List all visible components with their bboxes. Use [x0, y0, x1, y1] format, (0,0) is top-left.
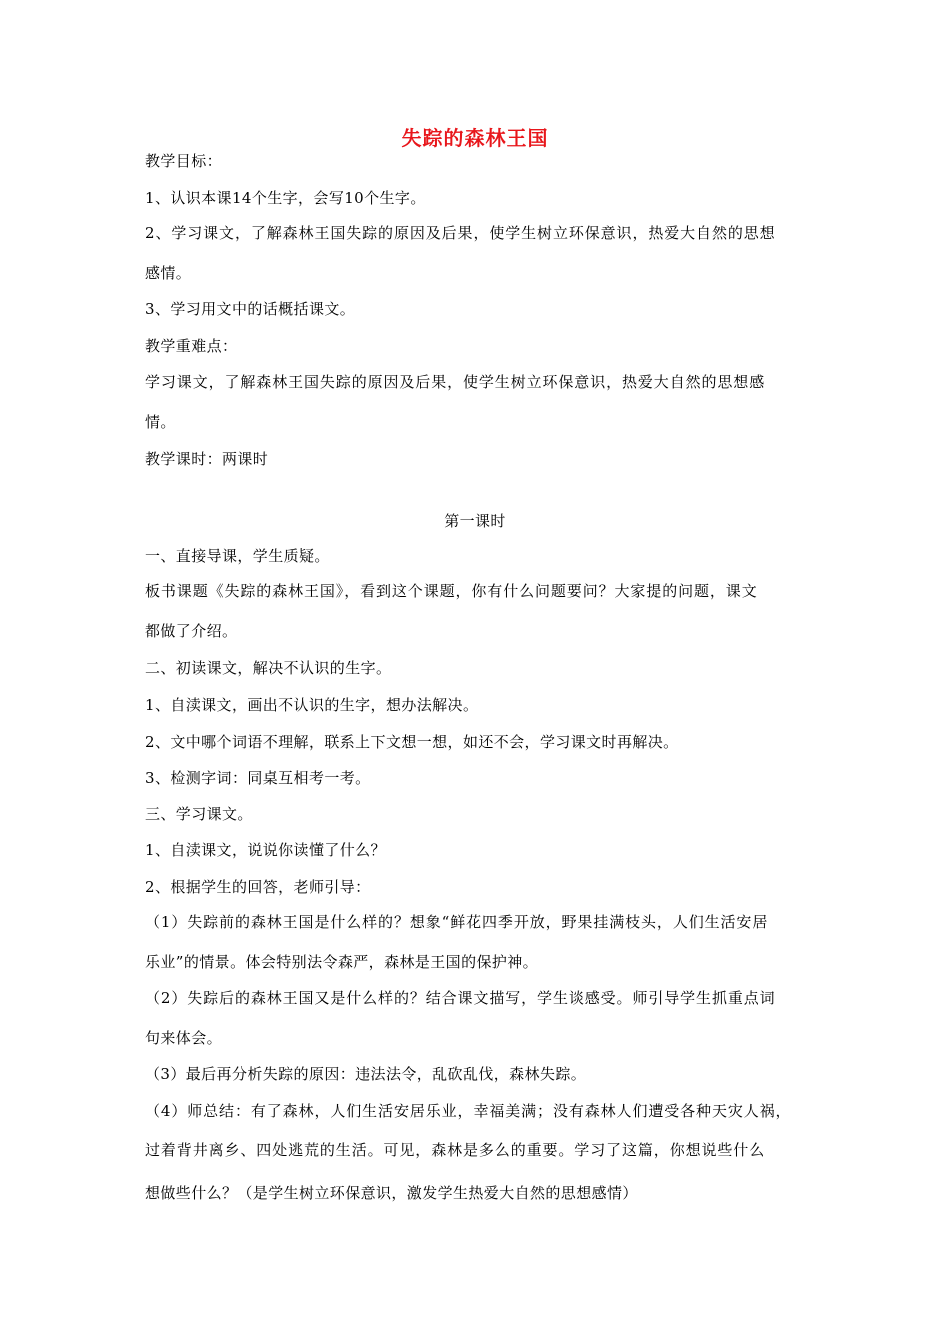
paragraph-line: 2、学习课文，了解森林王国失踪的原因及后果，使学生树立环保意识，热爱大自然的思想	[145, 224, 776, 242]
paragraph-line: 1、认识本课14个生字，会写10个生字。	[145, 189, 426, 207]
paragraph-line: 情。	[145, 413, 176, 431]
paragraph-line: （3）最后再分析失踪的原因：违法法令，乱砍乱伐，森林失踪。	[145, 1065, 587, 1083]
paragraph-line: 过着背井离乡、四处逃荒的生活。可见，森林是多么的重要。学习了这篇，你想说些什么	[145, 1141, 766, 1159]
paragraph-line: 三、学习课文。	[145, 805, 253, 823]
paragraph-line: 3、学习用文中的话概括课文。	[145, 300, 356, 318]
paragraph-line: 板书课题《失踪的森林王国》，看到这个课题，你有什么问题要问？大家提的问题，课文	[145, 582, 758, 600]
paragraph-line: 一、直接导课，学生质疑。	[145, 547, 330, 565]
paragraph-line: 都做了介绍。	[145, 622, 238, 640]
paragraph-line: 想做些什么？（是学生树立环保意识，激发学生热爱大自然的思想感情）	[145, 1184, 638, 1202]
section-heading-key-points: 教学重难点：	[145, 337, 238, 355]
paragraph-line: （2）失踪后的森林王国又是什么样的？结合课文描写，学生谈感受。师引导学生抓重点词	[145, 989, 776, 1007]
paragraph-line: 二、初读课文，解决不认识的生字。	[145, 659, 392, 677]
paragraph-line: 1、自渎课文，画出不认识的生字，想办法解决。	[145, 696, 479, 714]
paragraph-line: 句来体会。	[145, 1029, 223, 1047]
paragraph-line: 3、检测字词：同桌互相考一考。	[145, 769, 371, 787]
paragraph-line: 学习课文，了解森林王国失踪的原因及后果，使学生树立环保意识，热爱大自然的思想感	[145, 373, 766, 391]
paragraph-line: 感情。	[145, 264, 192, 282]
section-heading-first-lesson: 第一课时	[444, 512, 506, 530]
paragraph-line: 1、自渎课文，说说你读懂了什么？	[145, 841, 386, 859]
paragraph-line: （4）师总结：有了森林，人们生活安居乐业，幸福美满；没有森林人们遭受各种天灾人祸，	[145, 1102, 792, 1120]
document-title: 失踪的森林王国	[401, 126, 549, 150]
paragraph-line: 2、文中哪个词语不理解，联系上下文想一想，如还不会，学习课文时再解决。	[145, 733, 679, 751]
paragraph-line: 2、根据学生的回答，老师引导：	[145, 878, 371, 896]
section-heading-objectives: 教学目标：	[145, 152, 223, 170]
paragraph-line: （1）失踪前的森林王国是什么样的？想象“鲜花四季开放，野果挂满枝头，人们生活安居	[145, 913, 769, 931]
section-heading-schedule: 教学课时：两课时	[145, 450, 269, 468]
paragraph-line: 乐业”的情景。体会特别法令森严，森林是王国的保护神。	[145, 953, 539, 971]
